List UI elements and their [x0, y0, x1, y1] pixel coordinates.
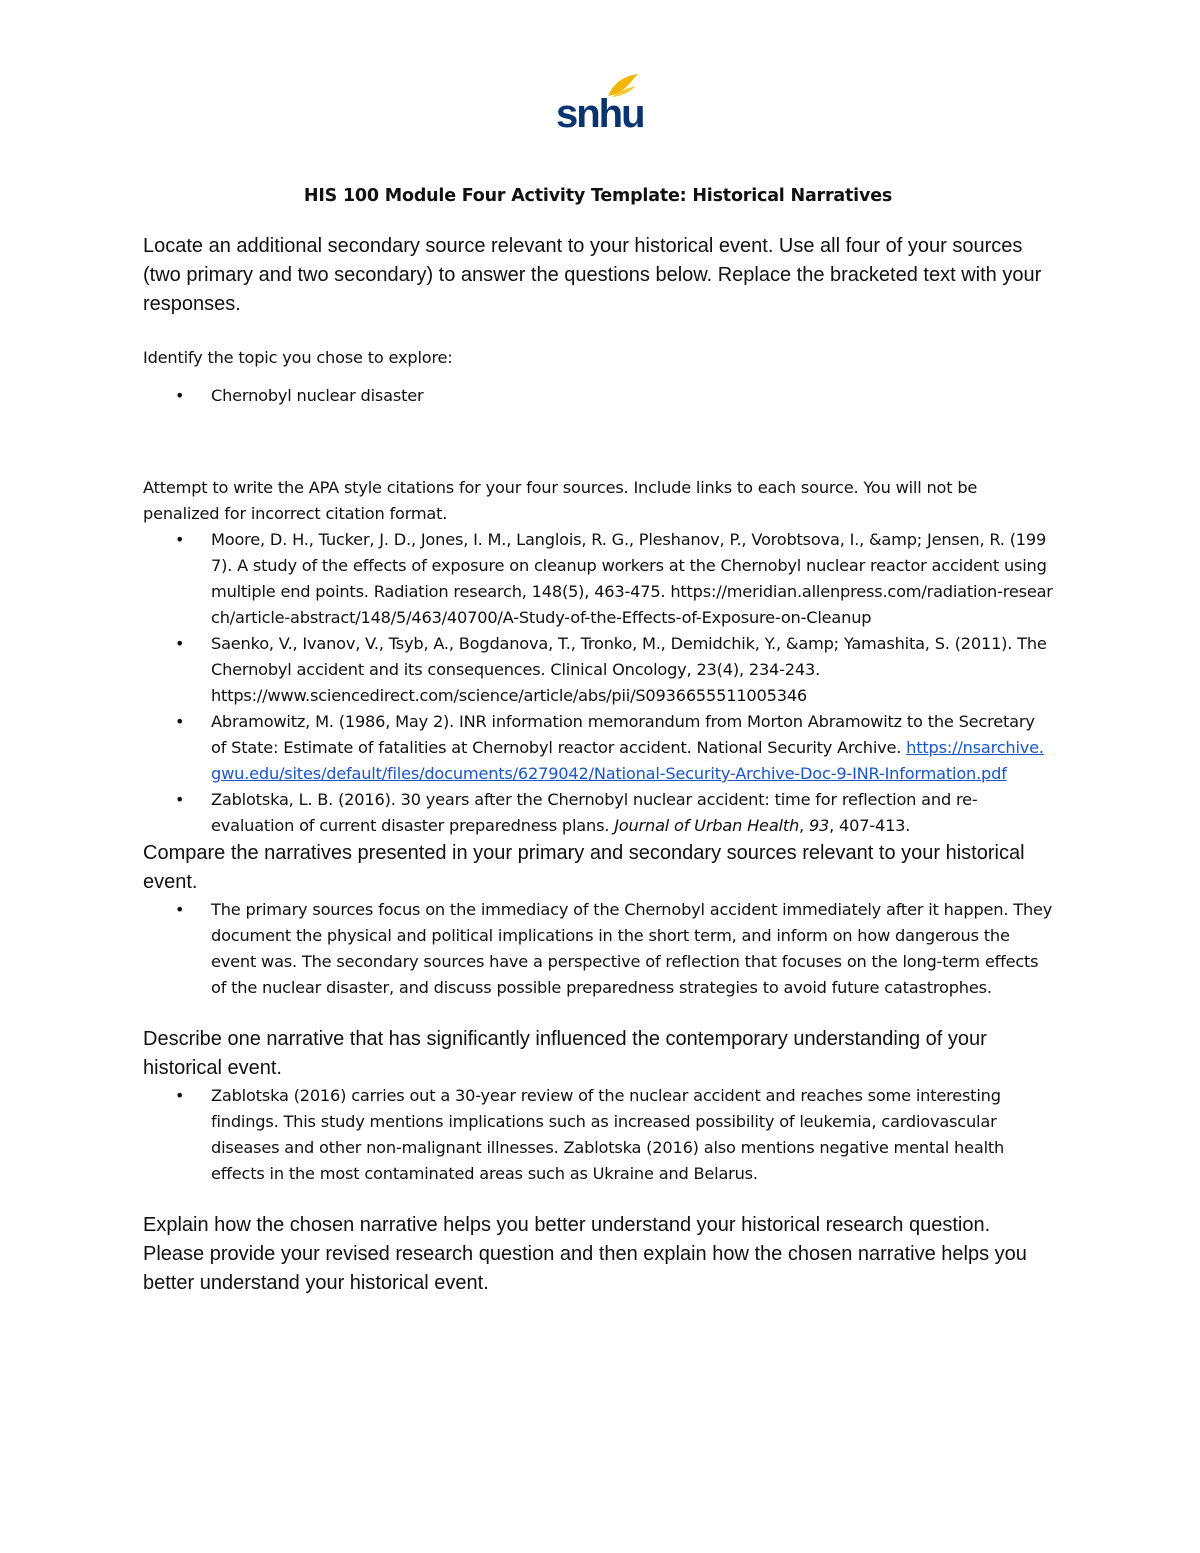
snhu-logo — [143, 72, 1053, 134]
list-item: • The primary sources focus on the immediacy of the Chernobyl accident immediately after it happen. They document the physical and political implications in the short term, and inform on how dangerous the event was. The secondary sources have a perspective of reflection that focuses on the long-term effects of the nuclear disaster, and discuss possible preparedness strategies to avoid future catastrophes. — [211, 897, 1053, 1001]
compare-question: Compare the narratives presented in your primary and secondary sources relevant to your historical event. — [143, 842, 1025, 893]
citation-item — [211, 787, 1053, 839]
topic-label: Identify the topic you chose to explore: — [143, 348, 453, 367]
logo-mark — [556, 72, 644, 136]
list-item: • Zablotska (2016) carries out a 30-year review of the nuclear accident and reaches some interesting findings. This study mentions implications such as increased possibility of leukemia, cardiovascular diseases and other non-malignant illnesses. Zablotska (2016) also mentions negative mental health effects in the most contaminated areas such as Ukraine and Belarus. — [211, 1083, 1053, 1187]
list-item: • Chernobyl nuclear disaster — [211, 383, 1053, 409]
describe-question: Describe one narrative that has significantly influenced the contemporary understanding of your historical event. — [143, 1028, 987, 1079]
citation-pages: , 407-413. — [829, 816, 911, 835]
describe-answer-list — [143, 1083, 1053, 1187]
intro-paragraph: Locate an additional secondary source relevant to your historical event. Use all four of your sources (two primary and two secondary) to answer the questions below. Replace the bracketed text with your responses. — [143, 235, 1042, 315]
citations-prompt: Attempt to write the APA style citations for your four sources. Include links to each source. You will not be penalized for incorrect citation format. — [143, 478, 978, 523]
citation-text: Zablotska, L. B. (2016). 30 years after the Chernobyl nuclear accident: time for reflection and re-evaluation of current disaster preparedness plans. — [211, 790, 978, 835]
citation-text: Abramowitz, M. (1986, May 2). INR information memorandum from Morton Abramowitz to the Secretary of State: Estimate of fatalities at Chernobyl reactor accident. National Security Archive. — [211, 712, 1035, 757]
explain-question: Explain how the chosen narrative helps you better understand your historical research question. Please provide your revised research question and then explain how the chosen narrative helps you better understand your historical event. — [143, 1214, 1027, 1294]
page-title: HIS 100 Module Four Activity Template: Historical Narratives — [303, 186, 893, 206]
journal-name: Journal of Urban Health — [614, 816, 800, 835]
topic-list — [143, 383, 1053, 409]
logo-text: snhu — [556, 92, 644, 136]
citation-item — [211, 709, 1053, 787]
citation-separator: , — [799, 816, 809, 835]
citation-link[interactable]: https://nsarchive.gwu.edu/sites/default/files/documents/6279042/National-Security-Archive-Doc-9-INR-Information.pdf — [211, 738, 1044, 783]
citations-list — [143, 527, 1053, 839]
citation-item: • Saenko, V., Ivanov, V., Tsyb, A., Bogdanova, T., Tronko, M., Demidchik, Y., &amp; Yamashita, S. (2011). The Chernobyl accident and its consequences. Clinical Oncology, 23(4), 234-243. https://www.sciencedirect.com/science/article/abs/pii/S0936655511005346 — [211, 631, 1053, 709]
document-page — [143, 72, 1053, 1298]
compare-answer-list — [143, 897, 1053, 1001]
citation-item: • Moore, D. H., Tucker, J. D., Jones, I. M., Langlois, R. G., Pleshanov, P., Vorobtsova, I., &amp; Jensen, R. (1997). A study of the effects of exposure on cleanup workers at the Chernobyl nuclear reactor accident using multiple end points. Radiation research, 148(5), 463-475. https://meridian.allenpress.com/radiation-research/article-abstract/148/5/463/40700/A-Study-of-the-Effects-of-Exposure-on-Cleanup — [211, 527, 1053, 631]
journal-volume: 93 — [808, 816, 830, 835]
